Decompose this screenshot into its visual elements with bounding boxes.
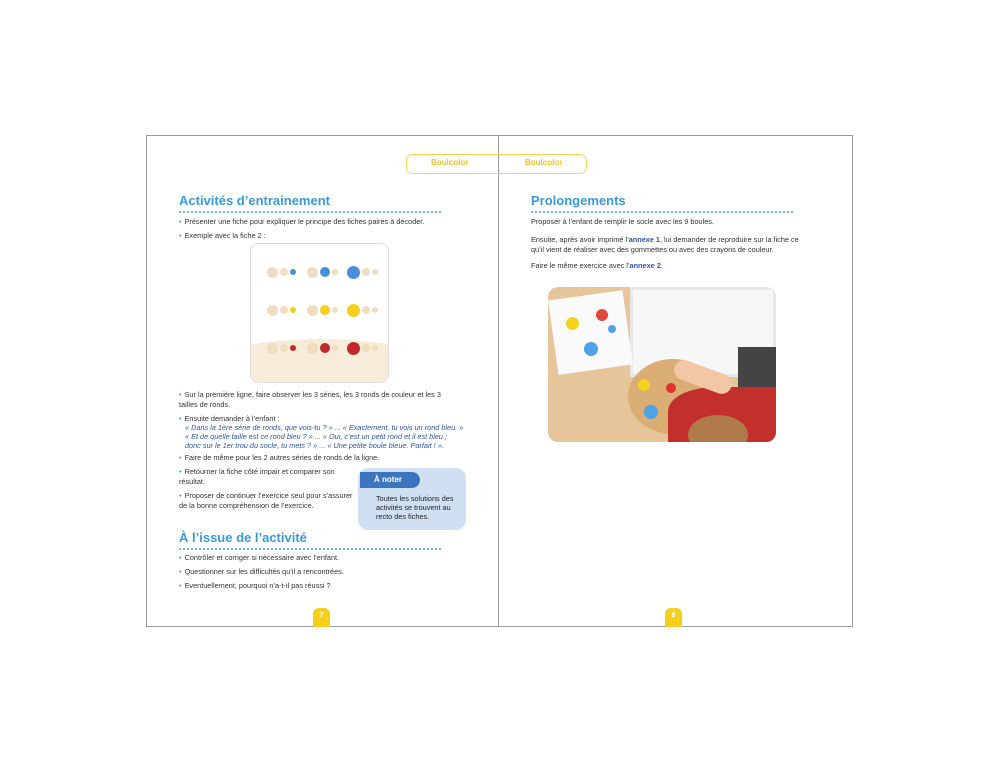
note-box <box>358 468 466 530</box>
dot <box>332 345 338 351</box>
dot <box>267 305 278 316</box>
dot <box>347 266 360 279</box>
page-number-left: 7 <box>313 608 330 627</box>
dot <box>347 304 360 317</box>
bullet: • Proposer de continuer l’exercice seul pour s’assurer de la bonne compréhension de l’exercice. <box>179 491 354 510</box>
page-number-right: 8 <box>665 608 682 627</box>
text: Ensuite, après avoir imprimé l’ <box>531 235 629 244</box>
dot <box>290 307 296 313</box>
header-tab <box>406 154 587 174</box>
paragraph: Proposer à l’enfant de remplir le socle avec les 9 boules. <box>531 217 714 226</box>
heading-issue: À l’issue de l’activité <box>179 530 441 550</box>
dot <box>307 267 318 278</box>
paragraph <box>531 235 801 254</box>
heading-prolongements: Prolongements <box>531 193 793 213</box>
bullet: • Questionner sur les difficultés qu’il a rencontrées. <box>179 567 344 577</box>
dot <box>362 344 370 352</box>
annexe-2-link[interactable]: annexe 2 <box>629 261 661 270</box>
dot <box>332 307 338 313</box>
fiche-2-image <box>250 243 389 383</box>
dot <box>320 305 330 315</box>
dot <box>320 267 330 277</box>
note-title: À noter <box>360 472 420 488</box>
dot <box>347 342 360 355</box>
text: . <box>660 261 663 270</box>
bullet: • Faire de même pour les 2 autres séries de ronds de la ligne. <box>179 453 379 463</box>
dot <box>267 267 278 278</box>
dot <box>280 306 288 314</box>
ball <box>644 405 658 419</box>
bullet: • Exemple avec la fiche 2 : <box>179 231 266 241</box>
fiche-sheet <box>548 290 633 375</box>
dot <box>307 343 318 354</box>
header-title-left: Boulcolor <box>431 158 469 167</box>
dot <box>267 343 278 354</box>
bullet: • Présenter une fiche pour expliquer le principe des fiches paires à décoder. <box>179 217 424 227</box>
dot <box>362 306 370 314</box>
paragraph <box>531 261 663 271</box>
dialog-line: « Dans la 1ère série de ronds, que vois-tu ? » ... « Exactement, tu vois un rond bleu. » <box>185 423 464 432</box>
ball <box>638 379 650 391</box>
note-body: Toutes les solutions des activités se trouvent au recto des fiches. <box>376 494 454 521</box>
bullet: • Ensuite demander à l’enfant : <box>179 414 279 424</box>
text: , lui demander de reproduire sur la fiche ce qu’il vient de réaliser avec des gommettes ou avec des crayons de couleur. <box>531 235 799 254</box>
header-title-right: Boulcolor <box>525 158 563 167</box>
dot <box>280 344 288 352</box>
dot <box>372 345 378 351</box>
dot <box>372 269 378 275</box>
dot <box>362 268 370 276</box>
page-divider <box>498 135 499 627</box>
dialog-line: « Et de quelle taille est ce rond bleu ? » ... « Oui, c’est un petit rond et il est bleu ; <box>185 432 448 441</box>
dot <box>596 309 608 321</box>
dot <box>280 268 288 276</box>
bullet: • Eventuellement, pourquoi n’a-t-il pas réussi ? <box>179 581 331 591</box>
dot <box>290 345 296 351</box>
dot <box>608 325 616 333</box>
bullet: • Contrôler et corriger si nécessaire avec l’enfant. <box>179 553 339 563</box>
dot <box>307 305 318 316</box>
activity-photo <box>548 287 776 442</box>
dot <box>290 269 296 275</box>
dot <box>332 269 338 275</box>
dot <box>584 342 598 356</box>
dot <box>372 307 378 313</box>
bullet: • Sur la première ligne, faire observer les 3 séries, les 3 ronds de couleur et les 3 tailles de ronds. <box>179 390 444 409</box>
ball <box>666 383 676 393</box>
dialog-line: donc sur le 1er trou du socle, tu mets ? » ... « Une petite boule bleue. Parfait ! ». <box>185 441 444 450</box>
bullet: • Retourner la fiche côté impair et comparer son résultat. <box>179 467 354 486</box>
dot <box>320 343 330 353</box>
annexe-1-link[interactable]: annexe 1 <box>628 235 660 244</box>
heading-activites: Activités d’entrainement <box>179 193 441 213</box>
dot <box>566 317 579 330</box>
text: Faire le même exercice avec l’ <box>531 261 630 270</box>
